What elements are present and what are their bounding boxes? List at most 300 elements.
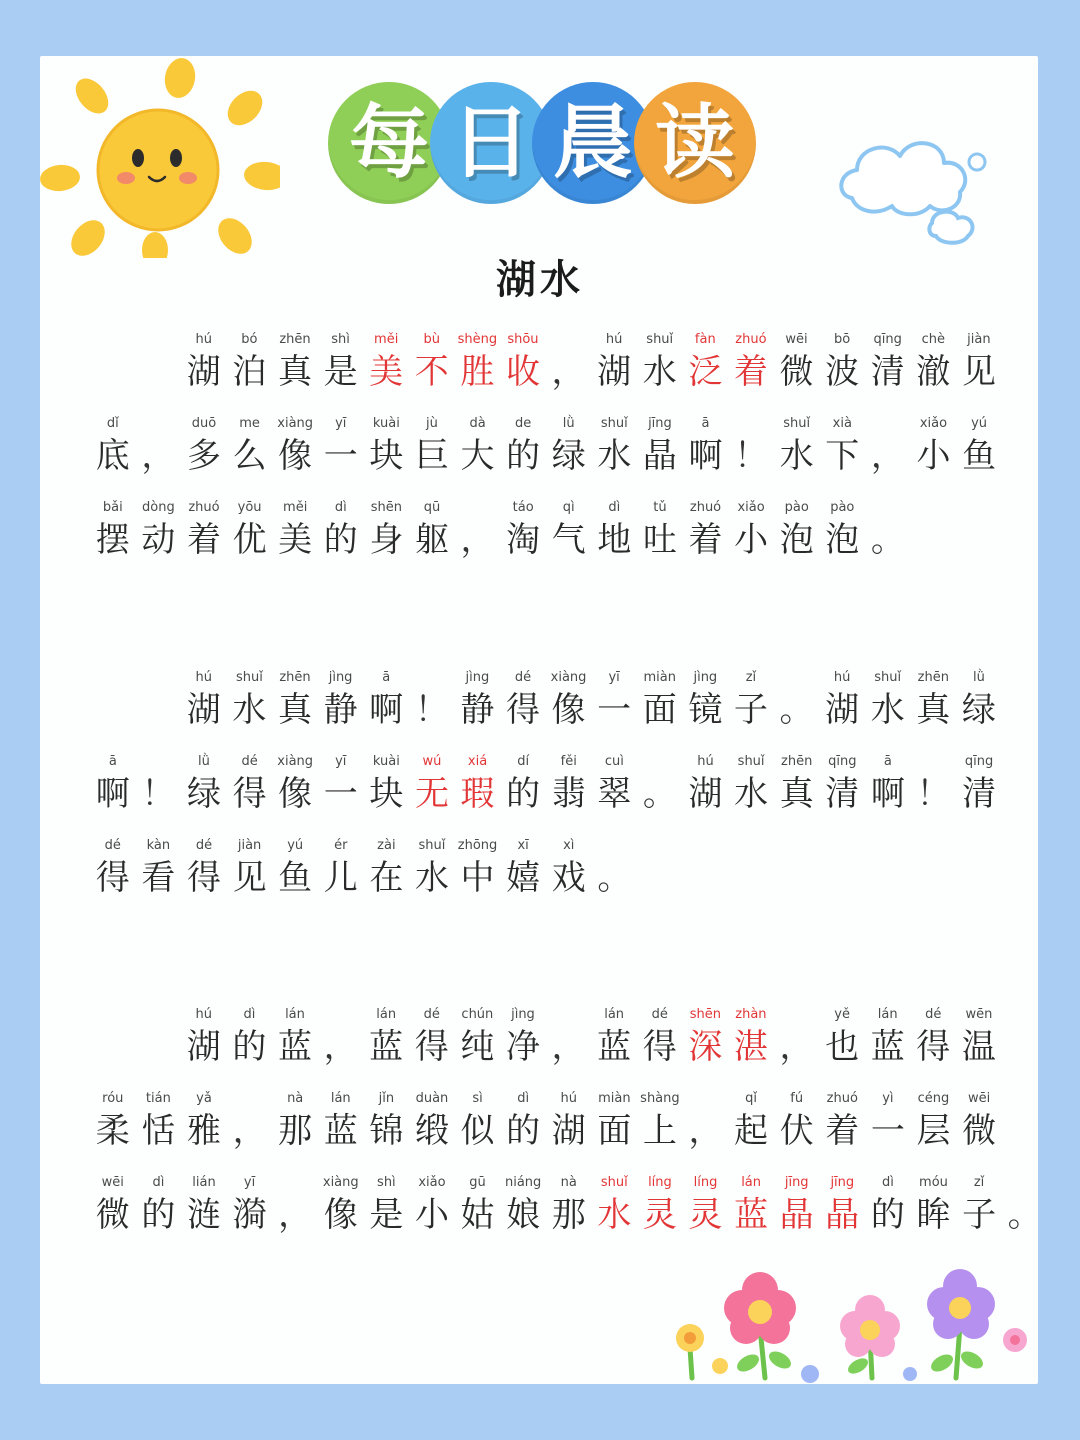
hanzi: 块	[369, 436, 404, 476]
char-cell	[181, 836, 227, 900]
cloud-icon	[832, 128, 1002, 248]
hanzi: 真	[277, 352, 312, 392]
char-cell	[409, 836, 455, 900]
hanzi: 啊	[369, 690, 404, 730]
pinyin: lǜ	[198, 754, 210, 769]
hanzi: 儿	[323, 858, 358, 898]
pinyin: kuài	[372, 754, 400, 769]
char-cell	[774, 752, 820, 816]
hanzi: 清	[870, 352, 905, 392]
pinyin: shèng	[457, 332, 498, 347]
hanzi: 水	[597, 436, 632, 476]
pinyin: jǐn	[378, 1091, 395, 1106]
hanzi: ，	[551, 352, 586, 392]
char-cell	[683, 330, 729, 394]
hanzi: 小	[734, 520, 769, 560]
hanzi: 层	[916, 1111, 951, 1151]
hanzi: 泊	[232, 352, 267, 392]
hanzi: 像	[278, 774, 313, 814]
char-cell	[637, 1005, 683, 1069]
hanzi: 泡	[825, 520, 860, 560]
char-cell	[272, 1089, 318, 1153]
pinyin: zhuó	[188, 500, 220, 515]
char-cell	[409, 752, 455, 816]
pinyin: qīng	[873, 332, 902, 347]
hanzi: 蓝	[323, 1111, 358, 1151]
char-cell	[227, 752, 273, 816]
char-cell	[364, 1173, 410, 1237]
text-line	[90, 752, 1010, 836]
char-cell	[318, 1089, 364, 1153]
pinyin: zài	[377, 838, 396, 853]
hanzi: 真	[916, 690, 951, 730]
hanzi: 微	[95, 1195, 130, 1235]
char-cell	[820, 414, 866, 478]
article-heading: 湖水	[496, 257, 584, 303]
hanzi: ，	[870, 436, 905, 476]
pinyin: xì	[563, 838, 575, 853]
char-cell	[865, 668, 911, 732]
pinyin: qì	[562, 500, 575, 515]
pinyin: lán	[285, 1007, 305, 1022]
char-cell	[865, 330, 911, 394]
hanzi: 中	[460, 858, 495, 898]
hanzi: 眸	[916, 1195, 951, 1235]
char-cell	[136, 1173, 182, 1237]
pinyin: fěi	[560, 754, 577, 769]
char-cell	[911, 668, 957, 732]
hanzi: 涟	[186, 1195, 221, 1235]
char-cell	[592, 414, 638, 478]
char-cell	[637, 668, 683, 732]
pinyin: bù	[423, 332, 441, 347]
char-cell	[683, 414, 729, 478]
char-cell	[774, 1089, 820, 1153]
pinyin: lǜ	[562, 416, 575, 431]
pinyin: lán	[604, 1007, 625, 1022]
hanzi: 躯	[414, 520, 449, 560]
pinyin: dì	[243, 1007, 256, 1022]
text-line	[90, 668, 1010, 752]
pinyin: jiàn	[967, 332, 991, 347]
hanzi: 下	[825, 436, 860, 476]
char-cell	[318, 414, 364, 478]
pinyin: yú	[971, 416, 988, 431]
hanzi: 美	[278, 520, 313, 560]
paragraph-1	[90, 330, 1010, 582]
hanzi: 起	[734, 1111, 769, 1151]
hanzi: 翠	[597, 774, 632, 814]
pinyin: zhēn	[279, 670, 311, 685]
hanzi: 微	[779, 352, 814, 392]
pinyin: dé	[514, 670, 532, 685]
char-cell	[227, 836, 273, 900]
char-cell	[820, 1089, 866, 1153]
pinyin: xiǎo	[737, 500, 765, 515]
hanzi: 子	[962, 1195, 997, 1235]
pinyin: tián	[145, 1091, 171, 1106]
hanzi: 泛	[688, 352, 723, 392]
char-cell	[683, 1089, 729, 1153]
char-cell	[956, 1005, 1002, 1069]
pinyin: yú	[287, 838, 304, 853]
hanzi: 像	[278, 436, 313, 476]
hanzi: 鱼	[962, 436, 997, 476]
char-cell	[683, 1173, 729, 1237]
char-cell	[956, 752, 1002, 816]
hanzi: 么	[232, 436, 267, 476]
char-cell	[455, 668, 501, 732]
char-cell	[865, 1173, 911, 1237]
pinyin: jìng	[511, 1007, 535, 1022]
char-cell	[820, 498, 866, 562]
char-cell	[728, 668, 774, 732]
pinyin: hú	[560, 1091, 577, 1106]
char-cell	[227, 1173, 273, 1237]
pinyin: nà	[287, 1091, 304, 1106]
hanzi: 见	[232, 858, 267, 898]
hanzi: ，	[688, 1111, 723, 1151]
hanzi: 纯	[460, 1027, 495, 1067]
char-cell	[455, 1089, 501, 1153]
pinyin: qū	[423, 500, 441, 515]
hanzi: 湖	[688, 774, 723, 814]
pinyin: zhōng	[457, 838, 498, 853]
pinyin: gū	[469, 1175, 486, 1190]
char-cell	[865, 1005, 911, 1069]
char-cell	[819, 330, 865, 394]
hanzi: 鱼	[278, 858, 313, 898]
char-cell	[546, 1089, 592, 1153]
pinyin: zhēn	[917, 670, 949, 685]
pinyin: yě	[834, 1007, 850, 1022]
char-cell	[592, 836, 638, 900]
pinyin: dé	[423, 1007, 440, 1022]
hanzi: 真	[277, 690, 312, 730]
char-cell	[364, 1089, 410, 1153]
pinyin: dé	[104, 838, 121, 853]
pinyin: ā	[108, 754, 117, 769]
pinyin: líng	[648, 1175, 672, 1190]
hanzi: 灵	[642, 1195, 677, 1235]
hanzi: 温	[961, 1027, 996, 1067]
hanzi: ！	[414, 690, 449, 730]
hanzi: 水	[642, 352, 677, 392]
char-cell	[181, 752, 227, 816]
pinyin: lǜ	[972, 670, 985, 685]
char-cell	[90, 498, 136, 562]
pinyin: dì	[881, 1175, 894, 1190]
char-cell	[500, 1173, 546, 1237]
pinyin: dé	[925, 1007, 942, 1022]
char-cell	[136, 498, 182, 562]
title-char-1: 每	[328, 82, 450, 204]
hanzi: 着	[186, 520, 221, 560]
pinyin: xiàng	[277, 416, 314, 431]
hanzi: 水	[870, 690, 905, 730]
hanzi: 湖	[825, 690, 860, 730]
hanzi: ，	[232, 1111, 267, 1151]
char-cell	[683, 498, 729, 562]
hanzi: 淘	[506, 520, 541, 560]
char-cell	[774, 668, 820, 732]
pinyin: shuǐ	[235, 670, 263, 685]
char-cell	[272, 836, 318, 900]
pinyin: wēi	[967, 1091, 991, 1106]
hanzi: 水	[232, 690, 267, 730]
hanzi: 澈	[916, 352, 951, 392]
char-cell	[546, 668, 592, 732]
pinyin: jīng	[648, 416, 672, 431]
pinyin: hú	[605, 332, 623, 347]
pinyin: dǐ	[106, 416, 119, 431]
pinyin: shuǐ	[600, 416, 628, 431]
char-cell	[272, 668, 318, 732]
pinyin: lán	[877, 1007, 898, 1022]
char-cell	[409, 330, 455, 394]
pinyin: hú	[195, 670, 213, 685]
char-cell	[591, 1005, 637, 1069]
pinyin: fú	[790, 1091, 804, 1106]
hanzi: 得	[232, 774, 267, 814]
char-cell	[774, 330, 820, 394]
char-cell	[911, 414, 957, 478]
hanzi: 啊	[870, 774, 905, 814]
char-cell	[181, 668, 227, 732]
hanzi: 湖	[597, 352, 632, 392]
hanzi: 啊	[688, 436, 723, 476]
char-cell	[272, 1173, 318, 1237]
pinyin: de	[515, 416, 532, 431]
hanzi: 。	[870, 520, 905, 560]
char-cell	[90, 1173, 136, 1237]
pinyin: pào	[784, 500, 809, 515]
pinyin: yī	[335, 416, 347, 431]
char-cell	[683, 752, 729, 816]
hanzi: 看	[141, 858, 176, 898]
pinyin: xiǎo	[418, 1175, 446, 1190]
char-cell	[500, 1089, 546, 1153]
char-cell	[592, 498, 638, 562]
char-cell	[546, 330, 592, 394]
hanzi: 水	[597, 1195, 632, 1235]
char-cell	[364, 414, 410, 478]
char-cell	[227, 330, 273, 394]
pinyin: shuǐ	[737, 754, 765, 769]
hanzi: 块	[369, 774, 404, 814]
hanzi: 吐	[642, 520, 677, 560]
hanzi: 柔	[95, 1111, 130, 1151]
pinyin: hú	[195, 332, 213, 347]
pinyin: dì	[608, 500, 621, 515]
pinyin: kuài	[372, 416, 400, 431]
pinyin: dé	[651, 1007, 668, 1022]
hanzi: 也	[825, 1027, 860, 1067]
char-cell	[683, 1005, 729, 1069]
hanzi: 。	[1007, 1195, 1042, 1235]
pinyin: ā	[701, 416, 710, 431]
char-cell	[546, 1005, 592, 1069]
hanzi: 晶	[642, 436, 677, 476]
pinyin: hú	[195, 1007, 213, 1022]
hanzi: 静	[460, 690, 495, 730]
char-cell	[90, 1089, 136, 1153]
hanzi: 是	[369, 1195, 404, 1235]
char-cell	[90, 414, 136, 478]
hanzi: 巨	[414, 436, 449, 476]
hanzi: 大	[460, 436, 495, 476]
hanzi: 蓝	[597, 1027, 632, 1067]
hanzi: 得	[916, 1027, 951, 1067]
char-cell	[318, 668, 364, 732]
hanzi: 的	[506, 774, 541, 814]
char-cell	[227, 1089, 273, 1153]
pinyin: wēi	[101, 1175, 124, 1190]
char-cell	[318, 330, 364, 394]
hanzi: 清	[825, 774, 860, 814]
text-line	[90, 1005, 1010, 1089]
pinyin: zhuó	[689, 500, 722, 515]
pinyin: xiàng	[550, 670, 587, 685]
char-cell	[774, 414, 820, 478]
hanzi: 面	[642, 690, 677, 730]
pinyin: pào	[830, 500, 855, 515]
hanzi: 气	[551, 520, 586, 560]
hanzi: 似	[460, 1111, 495, 1151]
pinyin: shōu	[507, 332, 539, 347]
char-cell	[637, 414, 683, 478]
char-cell	[318, 836, 364, 900]
pinyin: qīng	[828, 754, 857, 769]
char-cell	[546, 836, 592, 900]
hanzi: 清	[962, 774, 997, 814]
pinyin: miàn	[643, 670, 676, 685]
char-cell	[90, 836, 136, 900]
char-cell	[637, 498, 683, 562]
hanzi: 面	[597, 1111, 632, 1151]
pinyin: dì	[334, 500, 347, 515]
pinyin: xī	[517, 838, 529, 853]
hanzi: 底	[95, 436, 130, 476]
char-cell	[546, 752, 592, 816]
char-cell	[728, 498, 774, 562]
hanzi: 小	[414, 1195, 449, 1235]
pinyin: jìng	[693, 670, 718, 685]
char-cell	[181, 1005, 227, 1069]
hanzi: ，	[323, 1027, 358, 1067]
char-cell	[181, 1173, 227, 1237]
hanzi: 蓝	[369, 1027, 404, 1067]
pinyin: zhēn	[781, 754, 813, 769]
char-cell	[819, 668, 865, 732]
pinyin: dé	[195, 838, 213, 853]
pinyin: jìng	[465, 670, 490, 685]
pinyin: shì	[377, 1175, 396, 1190]
char-cell	[911, 330, 957, 394]
hanzi: 摆	[95, 520, 130, 560]
pinyin: měi	[283, 500, 308, 515]
hanzi: 美	[369, 352, 404, 392]
hanzi: 得	[414, 1027, 449, 1067]
char-cell	[272, 414, 318, 478]
pinyin: dí	[517, 754, 530, 769]
hanzi: 。	[779, 690, 814, 730]
hanzi: 湖	[186, 1027, 221, 1067]
hanzi: 见	[961, 352, 996, 392]
pinyin: táo	[512, 500, 534, 515]
hanzi: 的	[323, 520, 358, 560]
pinyin: dà	[469, 416, 486, 431]
hanzi: 湖	[186, 690, 221, 730]
hanzi: 得	[642, 1027, 677, 1067]
paragraph-2	[90, 668, 1010, 920]
pinyin: chè	[921, 332, 945, 347]
pinyin: bó	[241, 332, 258, 347]
hanzi: 地	[597, 520, 632, 560]
hanzi: 得	[505, 690, 540, 730]
pinyin: bǎi	[102, 500, 123, 515]
hanzi: 优	[232, 520, 267, 560]
char-cell	[500, 498, 546, 562]
paragraph-3	[90, 1005, 1042, 1257]
char-cell	[500, 414, 546, 478]
char-cell	[546, 414, 592, 478]
hanzi: 蓝	[277, 1027, 312, 1067]
hanzi: 翡	[551, 774, 586, 814]
char-cell	[272, 1005, 318, 1069]
char-cell	[409, 1173, 455, 1237]
hanzi: 着	[688, 520, 723, 560]
char-cell	[637, 752, 683, 816]
pinyin: ā	[382, 670, 391, 685]
hanzi: ！	[734, 436, 769, 476]
char-cell	[455, 330, 501, 394]
char-cell	[956, 668, 1002, 732]
pinyin: zhēn	[279, 332, 311, 347]
char-cell	[500, 836, 546, 900]
hanzi: 那	[278, 1111, 313, 1151]
pinyin: líng	[693, 1175, 718, 1190]
pinyin: shuǐ	[646, 332, 674, 347]
pinyin: sì	[472, 1091, 483, 1106]
pinyin: zhuó	[735, 332, 767, 347]
hanzi: 水	[734, 774, 769, 814]
char-cell	[409, 1089, 455, 1153]
char-cell	[591, 330, 637, 394]
char-cell	[865, 752, 911, 816]
char-cell	[956, 414, 1002, 478]
char-cell	[774, 1005, 820, 1069]
hanzi: 灵	[688, 1195, 723, 1235]
char-cell	[318, 498, 364, 562]
hanzi: 水	[779, 436, 814, 476]
hanzi: 动	[141, 520, 176, 560]
pinyin: jiàn	[237, 838, 262, 853]
char-cell	[819, 1005, 865, 1069]
char-cell	[728, 414, 774, 478]
hanzi: 的	[870, 1195, 905, 1235]
pinyin: zǐ	[745, 670, 757, 685]
hanzi: 晶	[779, 1195, 814, 1235]
char-cell	[865, 498, 911, 562]
hanzi: 蓝	[734, 1195, 769, 1235]
pinyin: xià	[832, 416, 852, 431]
hanzi: 一	[870, 1111, 905, 1151]
char-cell	[591, 668, 637, 732]
char-cell	[455, 752, 501, 816]
pinyin: yī	[335, 754, 347, 769]
title-banner	[328, 82, 758, 206]
